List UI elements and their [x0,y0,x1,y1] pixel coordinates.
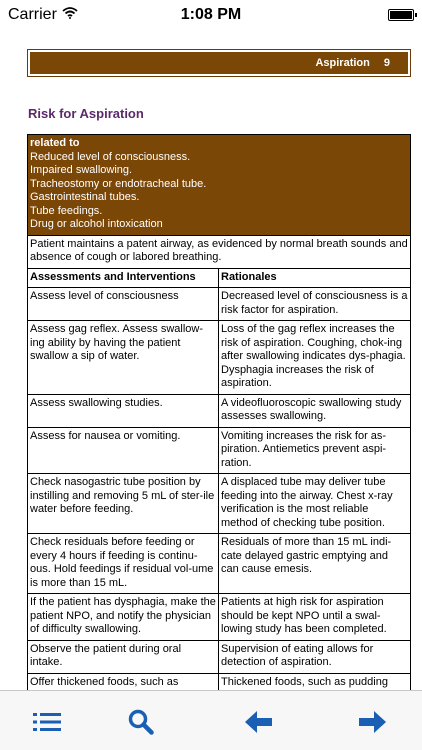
table-row [28,474,411,534]
related-item: Drug or alcohol intoxication [30,218,163,230]
rationale-cell: Vomiting increases the risk for as-piration. Antiemetics prevent aspi-ration. [219,427,411,474]
search-icon[interactable] [126,709,156,735]
table-row [28,534,411,594]
intervention-cell: Offer thickened foods, such as [28,673,219,690]
table-row [28,288,411,321]
table-row [28,394,411,427]
arrow-right-icon[interactable] [357,709,387,735]
rationale-cell: A videofluoroscopic swallowing study assesses swallowing. [219,394,411,427]
intervention-cell: Assess swallowing studies. [28,394,219,427]
intervention-cell: If the patient has dysphagia, make the patient NPO, and notify the physician of difficulty swallowing. [28,594,219,641]
status-time: 1:08 PM [180,6,242,23]
arrow-left-icon[interactable] [244,709,274,735]
intervention-cell: Observe the patient during oral intake. [28,640,219,673]
rationale-cell: A displaced tube may deliver tube feeding into the airway. Chest x-ray verification is the most reliable method of checking tube position. [219,474,411,534]
table-row [28,427,411,474]
rationale-cell: Thickened foods, such as pudding [219,673,411,690]
related-item: Tube feedings. [30,204,103,217]
table-header-row [28,268,411,288]
intervention-cell: Assess level of consciousness [28,288,219,321]
intervention-cell: Assess gag reflex. Assess swallow-ing ability by having the patient swallow a sip of water. [28,321,219,395]
intervention-cell: Check nasogastric tube position by instilling and removing 5 mL of ster-ile water before feeding. [28,474,219,534]
related-to-cell [28,135,411,236]
battery-icon [388,9,414,21]
document-page[interactable] [0,30,422,690]
intervention-cell: Assess for nausea or vomiting. [28,427,219,474]
rationale-cell: Patients at high risk for aspiration should be kept NPO until a swal-lowing study has been completed. [219,594,411,641]
rationale-cell: Decreased level of consciousness is a risk factor for aspiration. [219,288,411,321]
related-heading: related to [30,137,80,149]
rationale-cell: Loss of the gag reflex increases the risk of aspiration. Coughing, chok-ing after swallowing indicates dys-phagia. Dysphagia increases the risk of aspiration. [219,321,411,395]
section-title: Risk for Aspiration [28,106,144,121]
table-row [28,640,411,673]
table-row [28,594,411,641]
outcome-cell: Patient maintains a patent airway, as evidenced by normal breath sounds and absence of cough or labored breathing. [28,235,411,268]
list-icon[interactable] [32,709,62,735]
status-bar [0,0,422,30]
chapter-banner [27,49,411,77]
care-plan-table [27,134,411,690]
related-item: Impaired swallowing. [30,164,133,176]
related-item: Tracheostomy or endotracheal tube. [30,177,207,190]
header-rationales: Rationales [219,268,411,288]
related-item: Reduced level of consciousness. [30,150,191,163]
rationale-cell: Residuals of more than 15 mL indi-cate delayed gastric emptying and can cause emesis. [219,534,411,594]
bottom-toolbar [0,690,422,750]
rationale-cell: Supervision of eating allows for detection of aspiration. [219,640,411,673]
carrier-label: Carrier [8,6,57,23]
table-row [28,673,411,690]
header-interventions: Assessments and Interventions [28,268,219,288]
chapter-title: Aspiration [315,57,370,69]
page-number: 9 [383,57,390,69]
intervention-cell: Check residuals before feeding or every 4 hours if feeding is continu-ous. Hold feedings if residual vol-ume is more than 15 mL. [28,534,219,594]
related-item: Gastrointestinal tubes. [30,191,140,203]
table-row [28,321,411,395]
